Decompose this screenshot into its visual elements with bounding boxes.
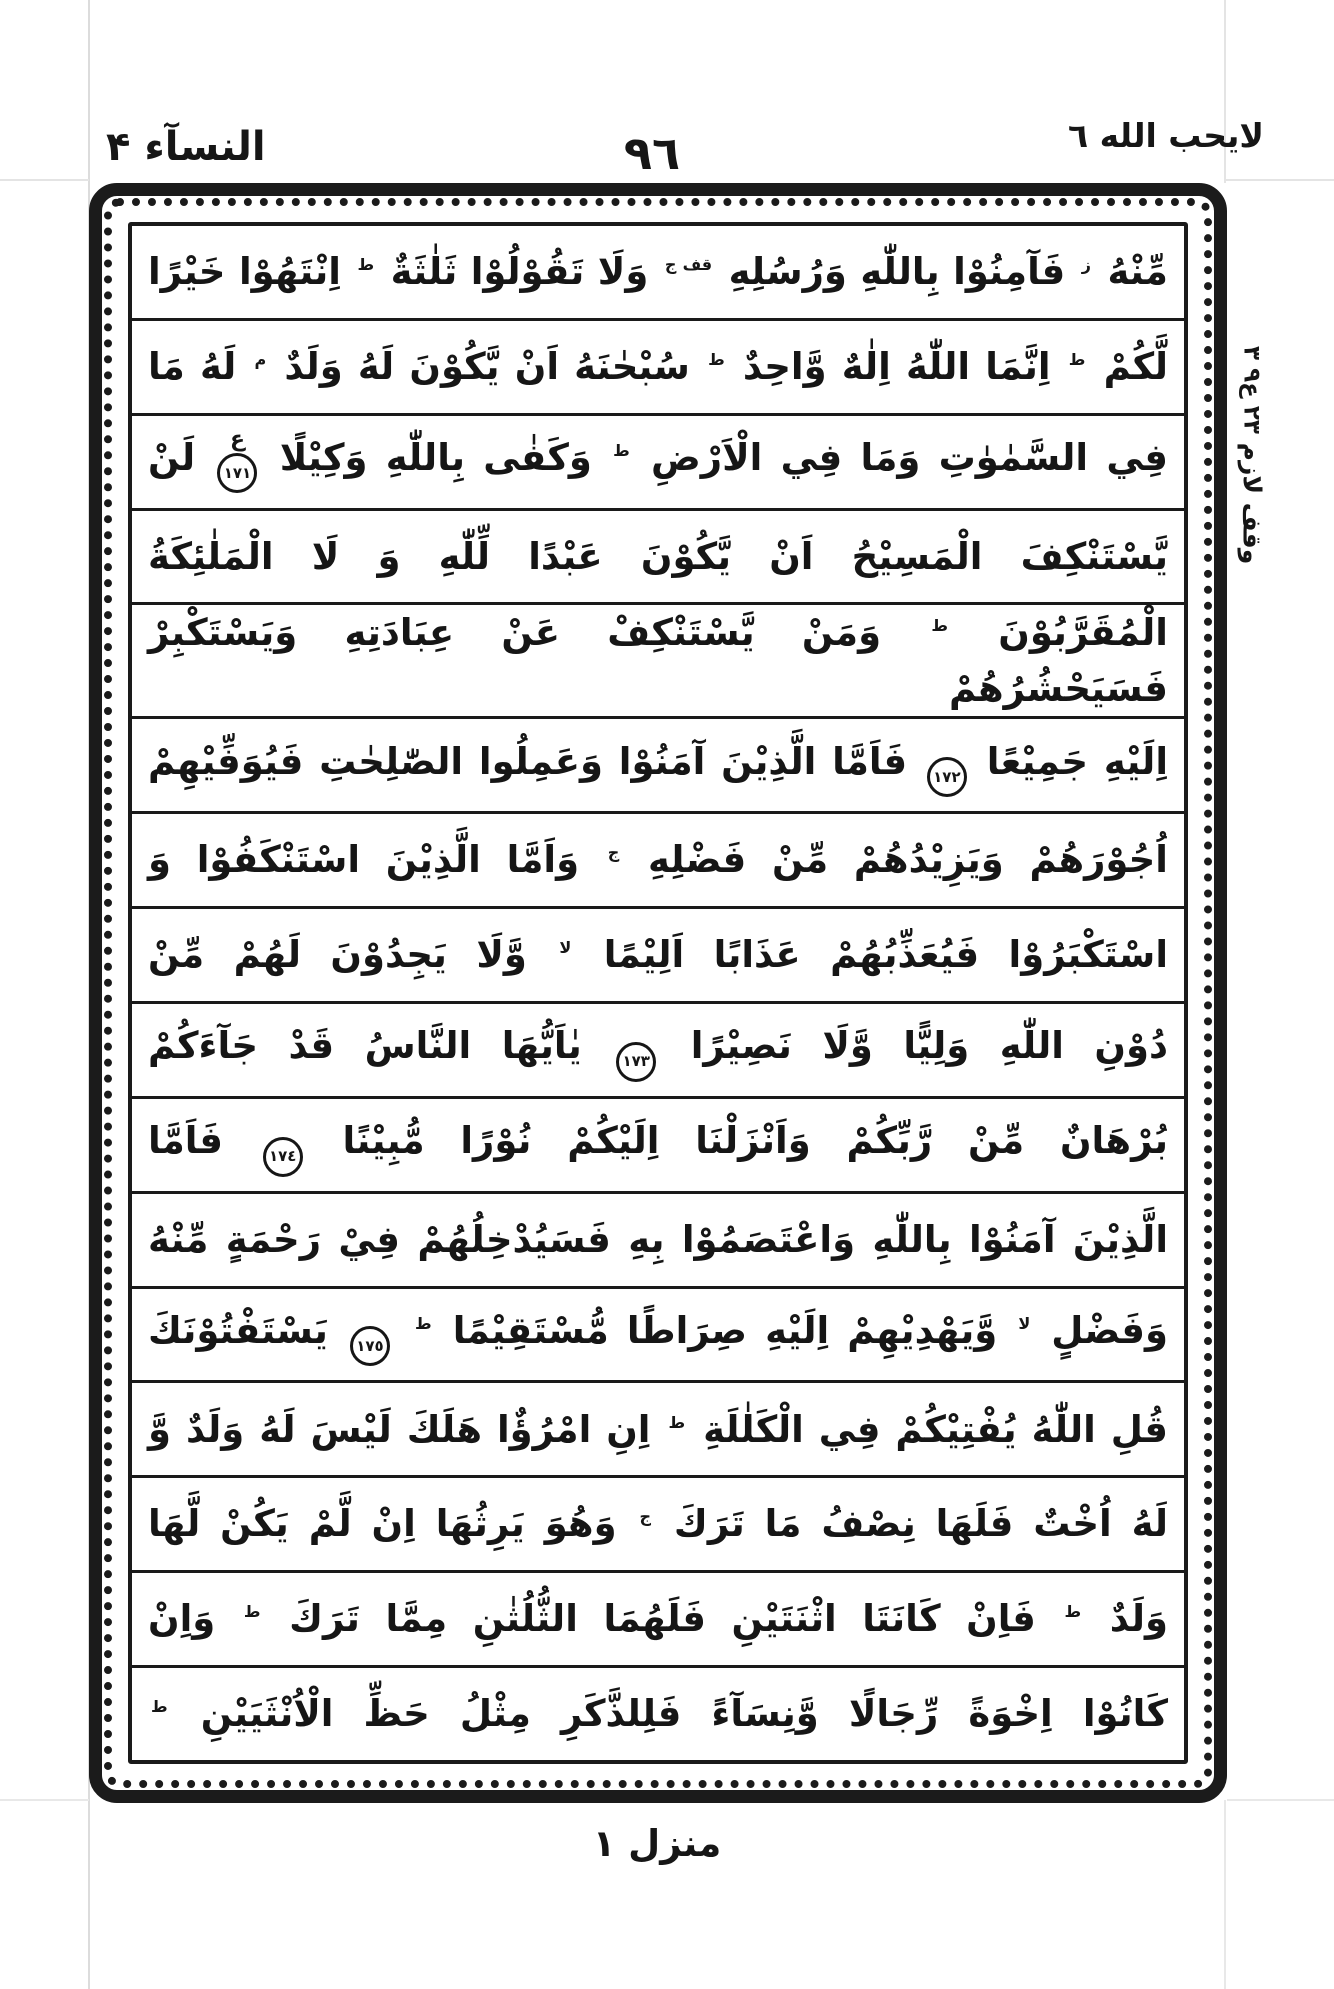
ayah-text: لَنْ xyxy=(148,435,196,479)
waqf-sign: ط xyxy=(931,616,948,636)
quran-line-text xyxy=(148,1303,1168,1367)
scan-grid-hline-top-left xyxy=(0,179,89,181)
waqf-sign: ط xyxy=(1068,350,1086,370)
ayah-text: لَهُ مَا xyxy=(148,345,237,389)
quran-line-15 xyxy=(132,1573,1184,1668)
ayah-text: اِلَيْهِ جَمِيْعًا xyxy=(986,739,1169,783)
ayah-text: دُوْنِ اللّٰهِ وَلِيًّا وَّلَا نَصِيْرًا xyxy=(690,1024,1168,1068)
ayah-text: قُلِ اللّٰهُ يُفْتِيْكُمْ فِي الْكَلٰلَةِ xyxy=(703,1407,1168,1451)
ayah-text: بُرْهَانٌ مِّنْ رَّبِّكُمْ وَاَنْزَلْنَا اِلَيْكُمْ نُوْرًا مُّبِيْنًا xyxy=(342,1119,1168,1163)
quran-line-3 xyxy=(132,416,1184,511)
waqf-sign: ط xyxy=(668,1412,686,1432)
ruku-ain-icon: ع xyxy=(229,427,245,453)
ayah-text: اِنْتَهُوْا خَيْرًا xyxy=(148,250,341,294)
waqf-sign: ط xyxy=(151,1697,168,1717)
ayah-text: وَكَفٰى بِاللّٰهِ وَكِيْلًا xyxy=(279,435,592,479)
quran-line-text xyxy=(148,927,1168,983)
ayah-text: وَاَمَّا الَّذِيْنَ اسْتَنْكَفُوْا وَ xyxy=(148,838,580,882)
waqf-sign: ج xyxy=(639,1507,652,1527)
surah-name-header: النسآء ۴ xyxy=(106,124,266,170)
quran-line-11 xyxy=(132,1194,1184,1289)
ayah-text: كَانُوْا اِخْوَةً رِّجَالًا وَّنِسَآءً فَلِلذَّكَرِ مِثْلُ حَظِّ الْاُنْثَيَيْنِ xyxy=(200,1692,1168,1736)
quran-line-12 xyxy=(132,1289,1184,1384)
waqf-sign: لا xyxy=(559,938,572,958)
manzil-label: منزل ١ xyxy=(592,1822,722,1865)
ayah-number-marker: ١٧٥ xyxy=(350,1326,390,1366)
waqf-sign: ط xyxy=(415,1313,432,1333)
scan-grid-vline-right-top xyxy=(1224,0,1226,183)
ayah-text: وَلَدٌ xyxy=(1109,1597,1168,1641)
ayah-text: اُجُوْرَهُمْ وَيَزِيْدُهُمْ مِّنْ فَضْلِهِ xyxy=(648,838,1168,882)
ayah-text: يٰاَيُّهَا النَّاسُ قَدْ جَآءَكُمْ xyxy=(148,1024,582,1068)
quran-line-text xyxy=(148,339,1168,395)
waqf-sign: ط xyxy=(613,440,630,460)
quran-line-text xyxy=(148,832,1168,888)
ayah-text: وَهُوَ يَرِثُهَا اِنْ لَّمْ يَكُنْ لَّهَا xyxy=(148,1502,617,1546)
ayah-number-marker: ١٧١ ع xyxy=(217,453,257,493)
quran-line-text xyxy=(148,427,1168,494)
scan-grid-hline-bottom-right xyxy=(1227,1799,1334,1801)
quran-line-5 xyxy=(132,605,1184,719)
ayah-text: وَّلَا يَجِدُوْنَ لَهُمْ مِّنْ xyxy=(148,933,527,977)
ayah-number-marker: ١٧٣ xyxy=(616,1042,656,1082)
ayah-text: اِنِ امْرُؤٌا هَلَكَ لَيْسَ لَهُ وَلَدٌ وَّ xyxy=(148,1407,651,1451)
ruku-marker: ٢٣ ع٩ ٣ xyxy=(1238,346,1265,434)
quran-line-9 xyxy=(132,1004,1184,1099)
ayah-text: يَسْتَفْتُوْنَكَ xyxy=(148,1308,328,1352)
quran-line-text xyxy=(148,529,1168,585)
decorative-frame xyxy=(89,183,1227,1803)
scan-grid-hline-top-right xyxy=(1225,179,1334,181)
quran-line-14 xyxy=(132,1478,1184,1573)
quran-line-1 xyxy=(132,226,1184,321)
ayah-number-marker: ١٧٢ xyxy=(927,757,967,797)
margin-waqf-note xyxy=(1238,316,1266,564)
quran-line-6 xyxy=(132,719,1184,814)
ayah-text: فِي السَّمٰوٰتِ وَمَا فِي الْاَرْضِ xyxy=(651,435,1168,479)
ayah-text: وَّيَهْدِيْهِمْ اِلَيْهِ صِرَاطًا مُّسْتَقِيْمًا xyxy=(452,1308,998,1352)
ayah-text: وَمَنْ يَّسْتَنْكِفْ عَنْ عِبَادَتِهِ وَيَسْتَكْبِرْ فَسَيَحْشُرُهُمْ xyxy=(148,611,1168,710)
quran-line-text xyxy=(148,1686,1168,1742)
waqf-lazim-label: وقف لازم xyxy=(1237,442,1267,565)
bead-border-ornament xyxy=(104,198,1212,1788)
ayah-text: فَاَمَّا الَّذِيْنَ آمَنُوْا وَعَمِلُوا الصّٰلِحٰتِ فَيُوَفِّيْهِمْ xyxy=(148,739,908,783)
ayah-text: اِنَّمَا اللّٰهُ اِلٰهٌ وَّاحِدٌ xyxy=(742,345,1051,389)
quran-line-text xyxy=(148,1113,1168,1177)
ayah-text: مِّنْهُ xyxy=(1107,250,1168,294)
ayah-text: الْمُقَرَّبُوْنَ xyxy=(998,611,1168,655)
waqf-sign: لا xyxy=(1018,1313,1031,1333)
quran-line-8 xyxy=(132,909,1184,1004)
scan-grid-vline-right-bottom xyxy=(1224,1800,1226,1989)
quran-line-text xyxy=(148,1402,1168,1458)
quran-lines xyxy=(128,222,1188,1764)
scan-grid-hline-bottom-left xyxy=(0,1799,89,1801)
quran-line-7 xyxy=(132,814,1184,909)
ayah-text: وَلَا تَقُوْلُوْا ثَلٰثَةٌ xyxy=(390,250,649,294)
quran-line-text xyxy=(148,1496,1168,1552)
ayah-text: وَاِنْ xyxy=(148,1597,216,1641)
waqf-sign: ط xyxy=(243,1602,261,1622)
ayah-text: يَّسْتَنْكِفَ الْمَسِيْحُ اَنْ يَّكُوْنَ عَبْدًا لِّلّٰهِ وَ لَا الْمَلٰئِكَةُ xyxy=(148,534,1168,578)
waqf-sign: ط xyxy=(1064,1602,1082,1622)
quran-line-text xyxy=(148,1018,1168,1082)
ayah-number-marker: ١٧٤ xyxy=(263,1137,303,1177)
quran-line-16 xyxy=(132,1668,1184,1760)
waqf-sign: ط xyxy=(708,350,725,370)
waqf-sign: م xyxy=(254,350,267,370)
quran-line-4 xyxy=(132,511,1184,606)
quran-line-13 xyxy=(132,1383,1184,1478)
waqf-sign: قف ج xyxy=(664,255,713,275)
ayah-text: سُبْحٰنَهُ اَنْ يَّكُوْنَ لَهُ وَلَدٌ xyxy=(284,345,690,389)
quran-line-text xyxy=(148,1591,1168,1647)
ayah-text: فَآمِنُوْا بِاللّٰهِ وَرُسُلِهِ xyxy=(728,250,1066,294)
waqf-sign: ز xyxy=(1081,255,1091,275)
quran-line-text xyxy=(148,734,1168,798)
ayah-text: الَّذِيْنَ آمَنُوْا بِاللّٰهِ وَاعْتَصَمُوْا بِهِ فَسَيُدْخِلُهُمْ فِيْ رَحْمَةٍ مِّنْهُ xyxy=(148,1217,1168,1261)
waqf-sign: ج xyxy=(607,843,620,863)
juz-name-header: لايحب الله ٦ xyxy=(1067,116,1264,155)
quran-line-text xyxy=(148,1212,1168,1268)
quran-line-text xyxy=(148,244,1168,300)
ayah-text: وَفَضْلٍ xyxy=(1051,1308,1168,1352)
ayah-text: لَهُ اُخْتٌ فَلَهَا نِصْفُ مَا تَرَكَ xyxy=(673,1502,1168,1546)
quran-line-text xyxy=(148,605,1168,716)
waqf-sign: ط xyxy=(357,255,375,275)
quran-line-2 xyxy=(132,321,1184,416)
ayah-text: اسْتَكْبَرُوْا فَيُعَذِّبُهُمْ عَذَابًا اَلِيْمًا xyxy=(603,933,1168,977)
ayah-text: فَاِنْ كَانَتَا اثْنَتَيْنِ فَلَهُمَا الثُّلُثٰنِ مِمَّا تَرَكَ xyxy=(289,1597,1036,1641)
page-number: ٩٦ xyxy=(623,126,681,180)
ayah-text: فَاَمَّا xyxy=(148,1119,223,1163)
quran-line-10 xyxy=(132,1099,1184,1194)
ayah-text: لَّكُمْ xyxy=(1103,345,1168,389)
